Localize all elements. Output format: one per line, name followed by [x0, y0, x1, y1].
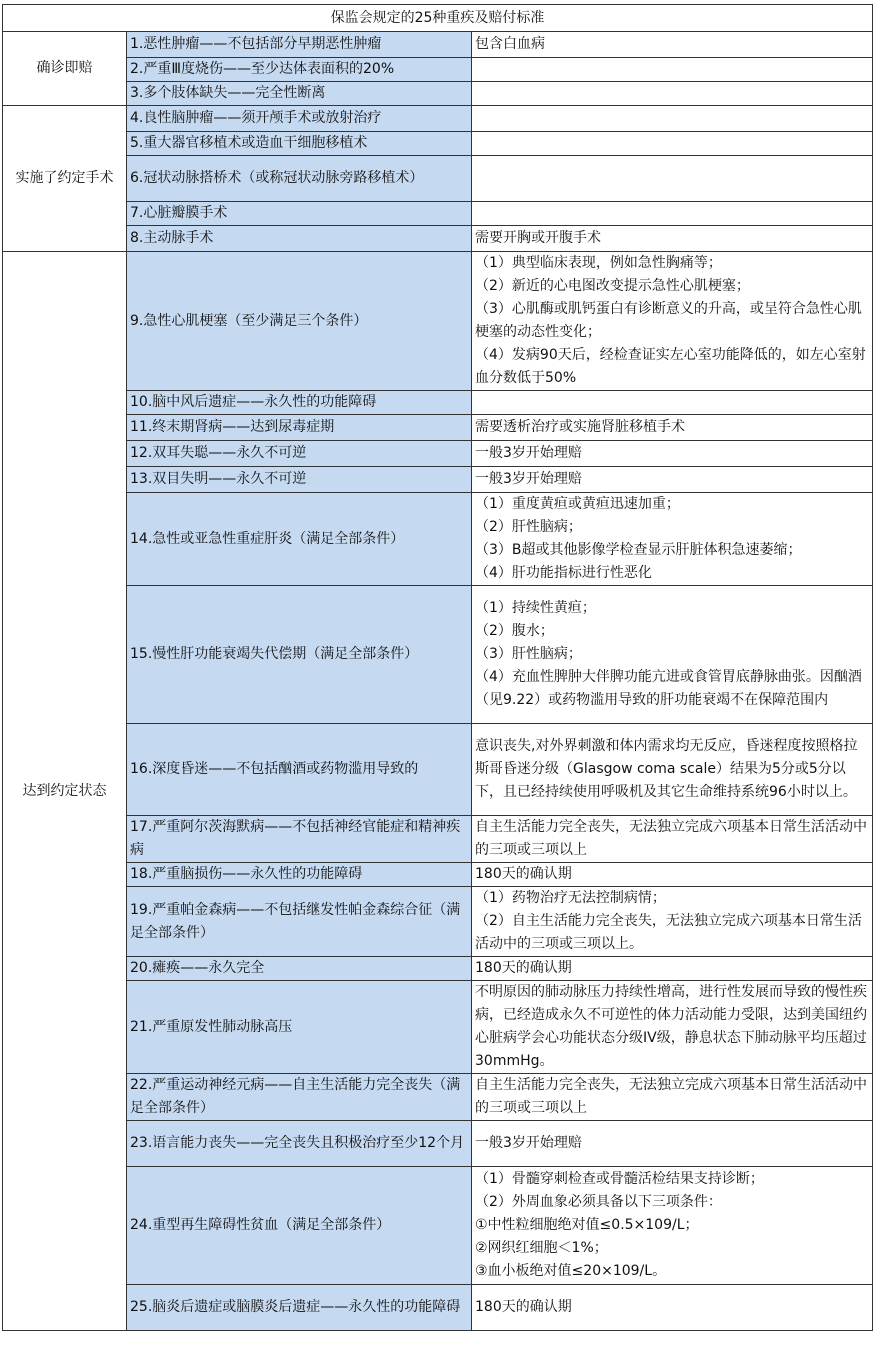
note-cell	[472, 156, 873, 202]
table-row	[3, 156, 873, 202]
note-cell	[472, 887, 873, 957]
note-cell	[472, 252, 873, 391]
note-line: （4）发病90天后，经检查证实左心室功能降低的，如左心室射血分数低于50%	[475, 347, 866, 386]
note-cell	[472, 981, 873, 1074]
table-row	[3, 32, 873, 58]
note-line: （2）自主生活能力完全丧失，无法独立完成六项基本日常生活活动中的三项或三项以上。	[475, 913, 862, 952]
critical-illness-table	[2, 4, 873, 1331]
table-row	[3, 58, 873, 82]
note-line: 一般3岁开始理赔	[475, 445, 582, 461]
table-row	[3, 863, 873, 887]
note-line: ①中性粒细胞绝对值≤0.5×109/L；	[475, 1217, 699, 1233]
note-cell	[472, 724, 873, 816]
note-cell	[472, 132, 873, 156]
note-line: 180天的确认期	[475, 866, 572, 882]
note-cell	[472, 32, 873, 58]
note-line: ③血小板绝对值≤20×109/L。	[475, 1263, 667, 1279]
note-cell	[472, 816, 873, 863]
table-row	[3, 887, 873, 957]
disease-cell: 22.严重运动神经元病——自主生活能力完全丧失（满足全部条件）	[127, 1074, 472, 1121]
note-cell	[472, 106, 873, 132]
note-line: （2）肝性脑病；	[475, 519, 582, 535]
category-cell: 确诊即赔	[3, 32, 127, 106]
note-line: （2）腹水；	[475, 623, 554, 639]
category-cell: 达到约定状态	[3, 252, 127, 1331]
disease-cell: 23.语言能力丧失——完全丧失且积极治疗至少12个月	[127, 1121, 472, 1167]
note-cell	[472, 1167, 873, 1285]
table-row	[3, 391, 873, 415]
note-cell	[472, 1074, 873, 1121]
note-cell	[472, 226, 873, 252]
note-line: 需要开胸或开腹手术	[475, 230, 601, 246]
table-row	[3, 415, 873, 441]
disease-cell: 1.恶性肿瘤——不包括部分早期恶性肿瘤	[127, 32, 472, 58]
disease-cell: 2.严重Ⅲ度烧伤——至少达体表面积的20%	[127, 58, 472, 82]
table-row	[3, 1121, 873, 1167]
note-cell	[472, 58, 873, 82]
note-cell	[472, 467, 873, 493]
note-line: 包含白血病	[475, 36, 545, 52]
note-cell	[472, 202, 873, 226]
note-line: （2）外周血象必须具备以下三项条件：	[475, 1194, 722, 1210]
note-line: 180天的确认期	[475, 1299, 572, 1315]
table-row	[3, 252, 873, 391]
note-line: （4）肝功能指标进行性恶化	[475, 565, 652, 581]
note-cell	[472, 863, 873, 887]
table-row	[3, 226, 873, 252]
note-line: 自主生活能力完全丧失，无法独立完成六项基本日常生活活动中的三项或三项以上	[475, 819, 867, 858]
note-line: 一般3岁开始理赔	[475, 1135, 582, 1151]
disease-cell: 12.双耳失聪——永久不可逆	[127, 441, 472, 467]
table-row	[3, 586, 873, 724]
note-cell	[472, 586, 873, 724]
note-cell	[472, 493, 873, 586]
table-row	[3, 106, 873, 132]
table-row	[3, 1074, 873, 1121]
note-line: 自主生活能力完全丧失，无法独立完成六项基本日常生活活动中的三项或三项以上	[475, 1077, 867, 1116]
table-row	[3, 82, 873, 106]
disease-cell: 20.瘫痪——永久完全	[127, 957, 472, 981]
disease-cell: 9.急性心肌梗塞（至少满足三个条件）	[127, 252, 472, 391]
note-line: 需要透析治疗或实施肾脏移植手术	[475, 419, 685, 435]
note-cell	[472, 957, 873, 981]
disease-cell: 21.严重原发性肺动脉高压	[127, 981, 472, 1074]
table-row	[3, 1167, 873, 1285]
table-row	[3, 957, 873, 981]
disease-cell: 25.脑炎后遗症或脑膜炎后遗症——永久性的功能障碍	[127, 1285, 472, 1331]
note-line: （1）典型临床表现，例如急性胸痛等；	[475, 255, 722, 271]
note-line: ②网织红细胞＜1%；	[475, 1240, 608, 1256]
note-cell	[472, 1285, 873, 1331]
disease-cell: 5.重大器官移植术或造血干细胞移植术	[127, 132, 472, 156]
note-line: 一般3岁开始理赔	[475, 471, 582, 487]
disease-cell: 14.急性或亚急性重症肝炎（满足全部条件）	[127, 493, 472, 586]
note-line: （3）肝性脑病；	[475, 646, 582, 662]
table-row	[3, 724, 873, 816]
note-line: 180天的确认期	[475, 960, 572, 976]
note-cell	[472, 82, 873, 106]
note-line: 不明原因的肺动脉压力持续性增高，进行性发展而导致的慢性疾病，已经造成永久不可逆性的体力活动能力受限，达到美国纽约心脏病学会心功能状态分级IV级，静息状态下肺动脉平均压超过30mmHg。	[475, 984, 867, 1069]
note-cell	[472, 441, 873, 467]
table-row	[3, 132, 873, 156]
category-cell: 实施了约定手术	[3, 106, 127, 252]
note-line: （1）骨髓穿刺检查或骨髓活检结果支持诊断；	[475, 1171, 764, 1187]
note-line: 意识丧失,对外界刺激和体内需求均无反应，昏迷程度按照格拉斯哥昏迷分级（Glasgow coma scale）结果为5分或5分以下，且已经持续使用呼吸机及其它生命维持系统96小时以上。	[475, 738, 858, 800]
note-cell	[472, 415, 873, 441]
note-cell	[472, 391, 873, 415]
table-row	[3, 1285, 873, 1331]
table-row	[3, 816, 873, 863]
table-title-row	[3, 5, 873, 32]
disease-cell: 4.良性脑肿瘤——须开颅手术或放射治疗	[127, 106, 472, 132]
disease-cell: 7.心脏瓣膜手术	[127, 202, 472, 226]
note-line: （3）心肌酶或肌钙蛋白有诊断意义的升高，或呈符合急性心肌梗塞的动态性变化；	[475, 301, 862, 340]
disease-cell: 10.脑中风后遗症——永久性的功能障碍	[127, 391, 472, 415]
table-title: 保监会规定的25种重疾及赔付标准	[3, 5, 873, 32]
table-row	[3, 467, 873, 493]
table-row	[3, 981, 873, 1074]
disease-cell: 8.主动脉手术	[127, 226, 472, 252]
note-line: （1）重度黄疸或黄疸迅速加重；	[475, 496, 680, 512]
note-line: （1）持续性黄疸；	[475, 600, 596, 616]
table-row	[3, 493, 873, 586]
disease-cell: 3.多个肢体缺失——完全性断离	[127, 82, 472, 106]
note-line: （1）药物治疗无法控制病情；	[475, 890, 666, 906]
note-line: （3）B超或其他影像学检查显示肝脏体积急速萎缩；	[475, 542, 802, 558]
table-row	[3, 202, 873, 226]
disease-cell: 18.严重脑损伤——永久性的功能障碍	[127, 863, 472, 887]
disease-cell: 15.慢性肝功能衰竭失代偿期（满足全部条件）	[127, 586, 472, 724]
disease-cell: 17.严重阿尔茨海默病——不包括神经官能症和精神疾病	[127, 816, 472, 863]
disease-cell: 19.严重帕金森病——不包括继发性帕金森综合征（满足全部条件）	[127, 887, 472, 957]
table-row	[3, 441, 873, 467]
note-cell	[472, 1121, 873, 1167]
disease-cell: 11.终末期肾病——达到尿毒症期	[127, 415, 472, 441]
note-line: （2）新近的心电图改变提示急性心肌梗塞；	[475, 278, 750, 294]
disease-cell: 24.重型再生障碍性贫血（满足全部条件）	[127, 1167, 472, 1285]
disease-cell: 13.双目失明——永久不可逆	[127, 467, 472, 493]
disease-cell: 6.冠状动脉搭桥术（或称冠状动脉旁路移植术）	[127, 156, 472, 202]
disease-cell: 16.深度昏迷——不包括酗酒或药物滥用导致的	[127, 724, 472, 816]
note-line: （4）充血性脾肿大伴脾功能亢进或食管胃底静脉曲张。因酗酒（见9.22）或药物滥用导致的肝功能衰竭不在保障范围内	[475, 669, 862, 708]
